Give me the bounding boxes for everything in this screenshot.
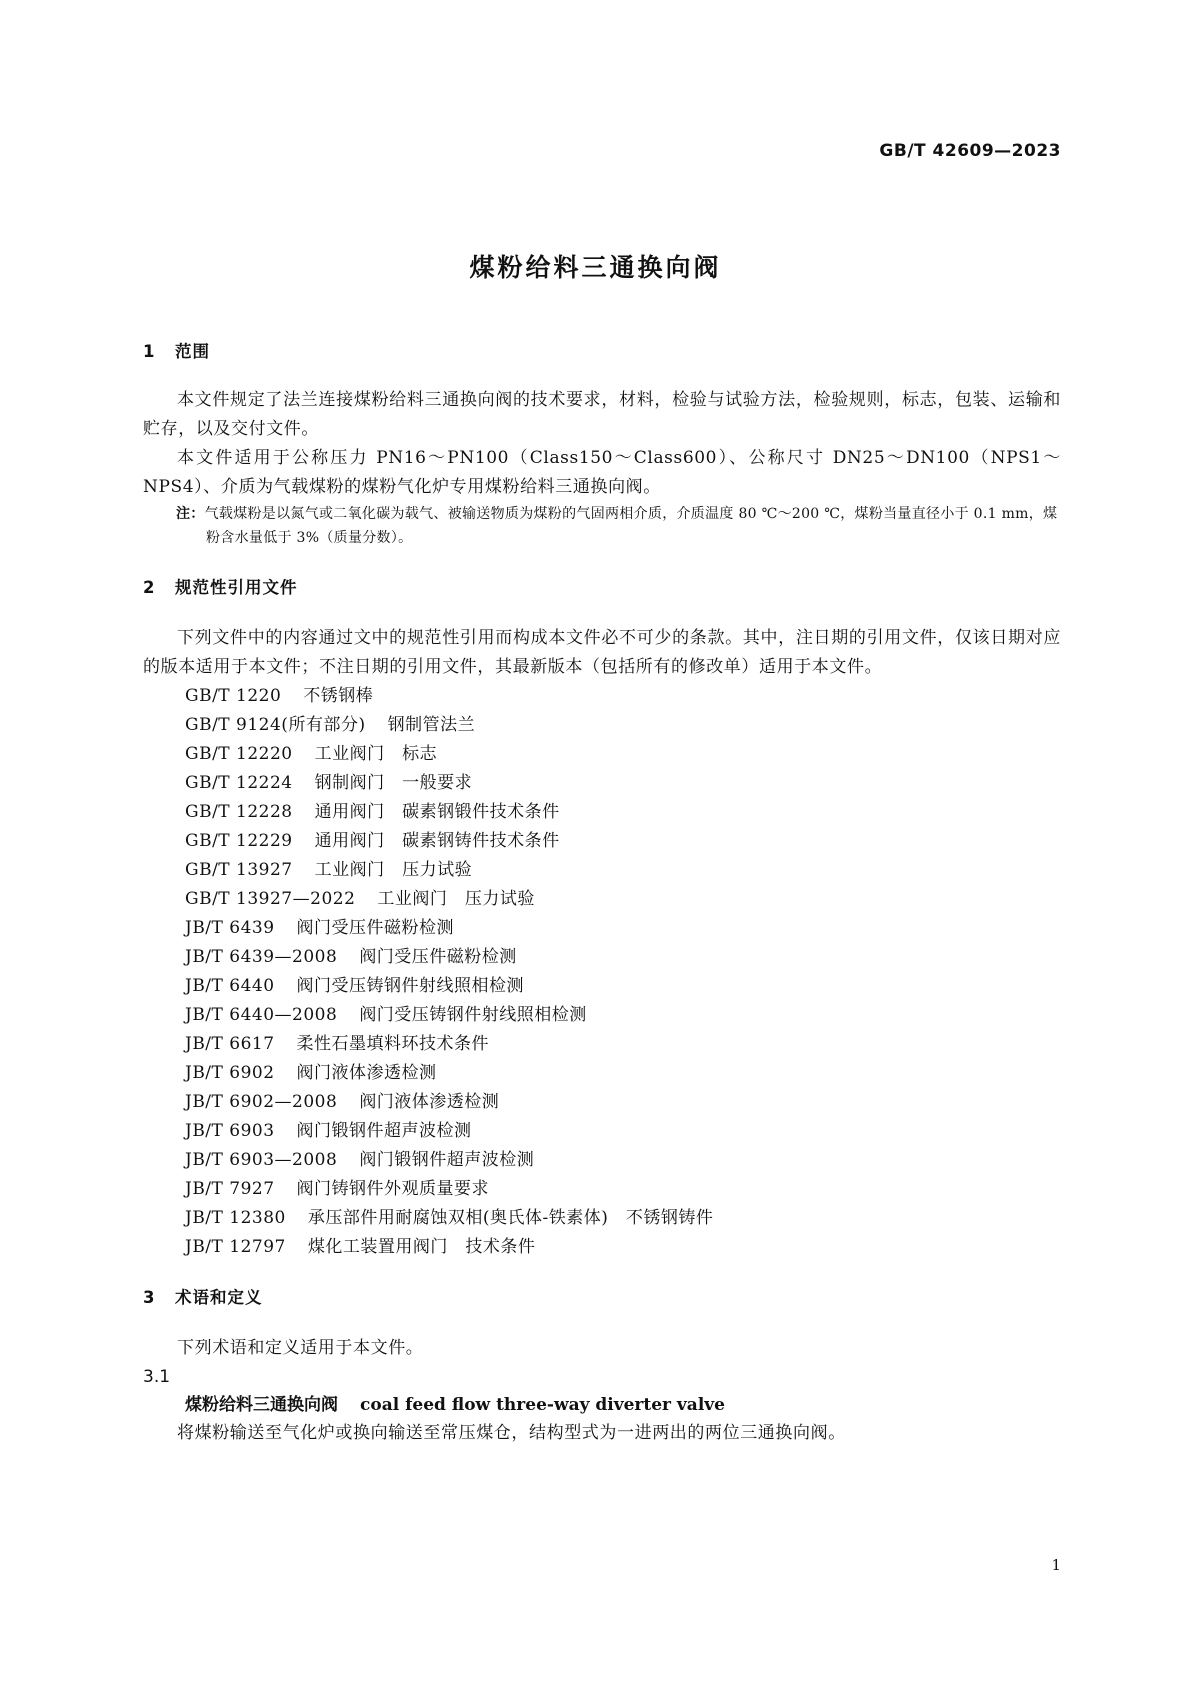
reference-code: GB/T 1220: [185, 686, 282, 706]
term-entry: [143, 1391, 1061, 1419]
reference-code: GB/T 13927: [185, 860, 293, 880]
reference-title: 阀门液体渗透检测: [296, 1063, 437, 1083]
reference-item: [185, 856, 1061, 885]
reference-code: JB/T 6902—2008: [185, 1092, 338, 1112]
section-1-paragraph-2: 本文件适用于公称压力 PN16～PN100（Class150～Class600）、公称尺寸 DN25～DN100（NPS1～NPS4）、介质为气载煤粉的煤粉气化炉专用煤粉给料三通换向阀。: [143, 448, 1061, 497]
reference-title: 阀门受压件磁粉检测: [359, 947, 517, 967]
note-label: 注：: [176, 506, 205, 522]
reference-item: [185, 740, 1061, 769]
reference-item: [185, 943, 1061, 972]
reference-item: [185, 711, 1061, 740]
reference-code: JB/T 6439—2008: [185, 947, 338, 967]
document-title: 煤粉给料三通换向阀: [469, 253, 722, 282]
section-2-number: 2: [143, 578, 156, 597]
reference-title: 阀门受压铸钢件射线照相检测: [359, 1005, 587, 1025]
reference-code: JB/T 6903—2008: [185, 1150, 338, 1170]
reference-code: JB/T 6617: [185, 1034, 275, 1054]
reference-item: [185, 1059, 1061, 1088]
reference-item: [185, 1204, 1061, 1233]
reference-item: [185, 1175, 1061, 1204]
reference-title: 不锈钢棒: [303, 686, 374, 706]
section-3-paragraph: 下列术语和定义适用于本文件。: [177, 1338, 424, 1358]
reference-item: [185, 1001, 1061, 1030]
reference-title: 通用阀门 碳素钢铸件技术条件: [314, 831, 560, 851]
reference-title: 承压部件用耐腐蚀双相(奥氏体-铁素体) 不锈钢铸件: [307, 1208, 714, 1228]
document-body: [143, 340, 1061, 1448]
section-1-title: 范围: [175, 342, 210, 361]
reference-title: 工业阀门 标志: [314, 744, 438, 764]
reference-title: 通用阀门 碳素钢锻件技术条件: [314, 802, 560, 822]
reference-item: [185, 1088, 1061, 1117]
reference-item: [185, 682, 1061, 711]
reference-code: GB/T 12228: [185, 802, 293, 822]
reference-code: GB/T 12229: [185, 831, 293, 851]
reference-code: JB/T 12380: [185, 1208, 286, 1228]
reference-code: JB/T 6439: [185, 918, 275, 938]
reference-item: [185, 885, 1061, 914]
reference-code: JB/T 6440—2008: [185, 1005, 338, 1025]
reference-title: 阀门锻钢件超声波检测: [296, 1121, 472, 1141]
reference-title: 阀门受压铸钢件射线照相检测: [296, 976, 525, 996]
section-3-title: 术语和定义: [175, 1288, 263, 1307]
reference-code: JB/T 6903: [185, 1121, 275, 1141]
standard-number: GB/T 42609—2023: [879, 141, 1061, 161]
section-3-number: 3: [143, 1288, 156, 1307]
reference-title: 工业阀门 压力试验: [377, 889, 535, 909]
term-english: coal feed flow three-way diverter valve: [360, 1395, 725, 1415]
reference-item: [185, 1117, 1061, 1146]
reference-title: 工业阀门 压力试验: [314, 860, 473, 880]
reference-list: [143, 682, 1061, 1262]
section-3-heading: [143, 1286, 1061, 1310]
term-chinese: 煤粉给料三通换向阀: [185, 1395, 338, 1415]
section-1-note: [176, 502, 1061, 550]
section-2-title: 规范性引用文件: [175, 578, 298, 597]
reference-item: [185, 1146, 1061, 1175]
reference-title: 阀门液体渗透检测: [359, 1092, 500, 1112]
subclause-number: 3.1: [143, 1367, 171, 1387]
note-text: 气载煤粉是以氮气或二氧化碳为载气、被输送物质为煤粉的气固两相介质，介质温度 80 ℃～200 ℃，煤粉当量直径小于 0.1 mm，煤粉含水量低于 3%（质量分数）。: [204, 506, 1058, 546]
reference-title: 柔性石墨填料环技术条件: [296, 1034, 490, 1054]
term-definition: 将煤粉输送至气化炉或换向输送至常压煤仓，结构型式为一进两出的两位三通换向阀。: [177, 1423, 846, 1443]
reference-title: 阀门锻钢件超声波检测: [359, 1150, 535, 1170]
section-2-heading: [143, 576, 1061, 600]
reference-code: JB/T 7927: [185, 1179, 275, 1199]
reference-item: [185, 1030, 1061, 1059]
reference-item: [185, 769, 1061, 798]
reference-code: JB/T 12797: [185, 1237, 286, 1257]
reference-code: GB/T 9124(所有部分): [185, 715, 366, 735]
reference-item: [185, 827, 1061, 856]
section-1-paragraph-1: 本文件规定了法兰连接煤粉给料三通换向阀的技术要求，材料，检验与试验方法，检验规则，标志，包装、运输和贮存，以及交付文件。: [143, 390, 1061, 439]
reference-title: 阀门受压件磁粉检测: [296, 918, 455, 938]
reference-code: GB/T 12220: [185, 744, 293, 764]
reference-title: 钢制阀门 一般要求: [314, 773, 473, 793]
reference-item: [185, 798, 1061, 827]
page-number: 1: [1051, 1556, 1061, 1574]
reference-item: [185, 914, 1061, 943]
reference-code: JB/T 6902: [185, 1063, 275, 1083]
reference-item: [185, 1233, 1061, 1262]
reference-title: 阀门铸钢件外观质量要求: [296, 1179, 490, 1199]
reference-title: 煤化工装置用阀门 技术条件: [307, 1237, 536, 1257]
section-1-number: 1: [143, 342, 156, 361]
reference-item: [185, 972, 1061, 1001]
section-1-heading: [143, 340, 1061, 364]
reference-code: GB/T 12224: [185, 773, 293, 793]
reference-code: JB/T 6440: [185, 976, 275, 996]
reference-title: 钢制管法兰: [387, 715, 476, 735]
reference-code: GB/T 13927—2022: [185, 889, 356, 909]
section-2-paragraph: 下列文件中的内容通过文中的规范性引用而构成本文件必不可少的条款。其中，注日期的引用文件，仅该日期对应的版本适用于本文件；不注日期的引用文件，其最新版本（包括所有的修改单）适用于本文件。: [143, 628, 1061, 677]
